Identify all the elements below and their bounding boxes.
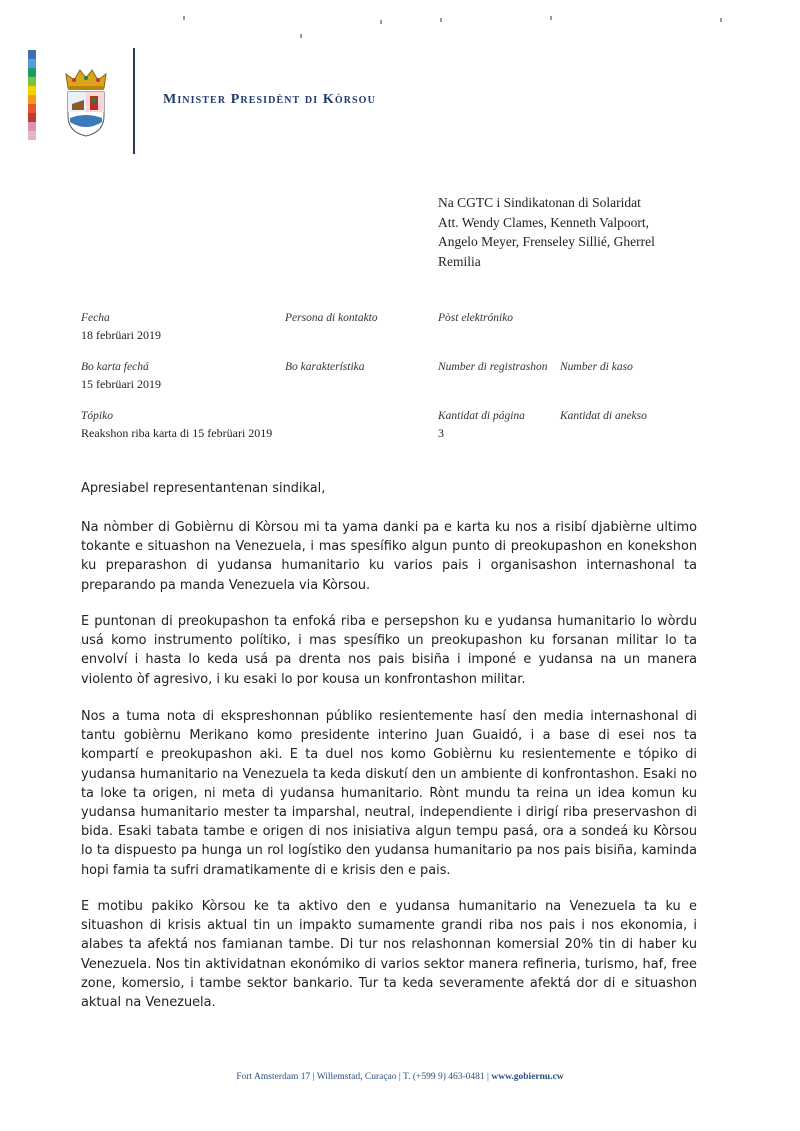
scan-speck — [720, 18, 722, 22]
recipient-line: Remilia — [438, 253, 481, 269]
color-stripe — [28, 86, 36, 95]
coat-of-arms-icon — [62, 66, 110, 138]
color-stripe — [28, 122, 36, 131]
reference-date-value: 15 febrüari 2019 — [81, 377, 161, 391]
recipient-address — [438, 193, 738, 271]
contact-person-label: Persona di kontakto — [285, 312, 378, 324]
scan-speck — [300, 34, 302, 38]
reference-date-label: Bo karta fechá — [81, 361, 149, 373]
paragraph-1: Na nòmber di Gobièrnu di Kòrsou mi ta yama danki pa e karta ku nos a risibí djabièrne ultimo tokante e situashon na Venezuela, i mas spesífiko algun punto di preokupashon en konekshon ku preparashon di yudansa humanitario ku varios pais i organisashon internashonal ta preparando pa manda Venezuela via Kòrsou. — [81, 520, 697, 593]
color-stripe — [28, 59, 36, 68]
color-stripe — [28, 131, 36, 140]
footer-address: Fort Amsterdam 17 | Willemstad, Curaçao | T. (+599 9) 463-0481 | — [236, 1072, 492, 1082]
salutation: Apresiabel representantenan sindikal, — [81, 481, 326, 496]
recipient-line: Att. Wendy Clames, Kenneth Valpoort, — [438, 214, 650, 230]
footer — [0, 1072, 800, 1082]
scan-speck — [380, 20, 382, 24]
footer-website-link[interactable]: www.gobiernu.cw — [491, 1072, 564, 1082]
recipient-line: Na CGTC i Sindikatonan di Solaridat — [438, 195, 641, 210]
color-stripe — [28, 77, 36, 86]
email-label: Pòst elektróniko — [438, 312, 514, 324]
registration-number-label: Number di registrashon — [438, 361, 548, 373]
paragraph-4: E motibu pakiko Kòrsou ke ta aktivo den e yudansa humanitario na Venezuela ta ku e situashon di krisis aktual tin un impakto sumamente grandi riba nos pais i nos ekonomia, i alabes ta afektá nos famianan tambe. Di tur nos relashonnan komersial 20% tin di haber ku Venezuela. Nos tin aktividatnan ekonómiko di varios sektor manera refineria, turismo, haf, free zone, komersio, i tambe sektor bankario. Tur ta keda severamente afektá dor di e situashon aktual na Venezuela. — [81, 899, 697, 1011]
page-count-label: Kantidat di página — [438, 410, 525, 422]
color-stripes — [28, 50, 36, 140]
scan-speck — [440, 18, 442, 22]
paragraph-2: E puntonan di preokupashon ta enfoká riba e persepshon ku e yudansa humanitario lo wòrdu usá komo instrumento polítiko, i mas spesífiko un preokupashon ku forsanan militar lo ta envolví i hasta lo keda usá pa drenta nos pais bisiña i imponé e yudansa na un manera violento òf agresivo, i ku esaki lo por kousa un konfrontashon militar. — [81, 614, 697, 687]
topic-label: Tópiko — [81, 410, 113, 422]
annex-count-label: Kantidat di anekso — [560, 410, 647, 422]
page-count-value: 3 — [438, 426, 444, 440]
topic-value: Reakshon riba karta di 15 febrüari 2019 — [81, 426, 273, 440]
color-stripe — [28, 68, 36, 77]
header-divider — [133, 48, 135, 154]
color-stripe — [28, 95, 36, 104]
scan-speck — [550, 16, 552, 20]
reference-characteristic-label: Bo karakterístika — [285, 361, 365, 373]
color-stripe — [28, 104, 36, 113]
color-stripe — [28, 113, 36, 122]
color-stripe — [28, 50, 36, 59]
case-number-label: Number di kaso — [560, 361, 633, 373]
fecha-label: Fecha — [81, 312, 110, 324]
paragraph-3: Nos a tuma nota di ekspreshonnan públiko resientemente hasí den media internashonal di tantu gobièrnu Merikano komo presidente interino Juan Guaidó, i a base di esei nos ta kompartí e preokupashon aki. E ta duel nos komo Gobièrnu ku resientemente e tópiko di yudansa humanitario na Venezuela ta keda diskutí den un ambiente di konfrontashon. Esaki no ta loke ta origen, ni meta di yudansa humanitario. Rònt mundu ta reina un idea komun ku yudansa humanitario mester ta imparshal, neutral, independiente i dirigí riba preservashon di bida. Esaki tabata tambe e origen di nos inisiativa algun tempu pasá, ora a sondeá ku Kòrsou lo ta dispuesto pa hunga un rol logístiko den yudansa humanitario pa nos pais bisiña, kaminda hopi famia ta sufri dramatikamente di e krisis den e pais. — [81, 709, 697, 878]
scan-speck — [183, 16, 185, 20]
ministry-title: Minister Presidènt di Kòrsou — [163, 92, 376, 107]
recipient-line: Angelo Meyer, Frenseley Sillié, Gherrel — [438, 234, 655, 249]
fecha-value: 18 febrüari 2019 — [81, 328, 161, 342]
